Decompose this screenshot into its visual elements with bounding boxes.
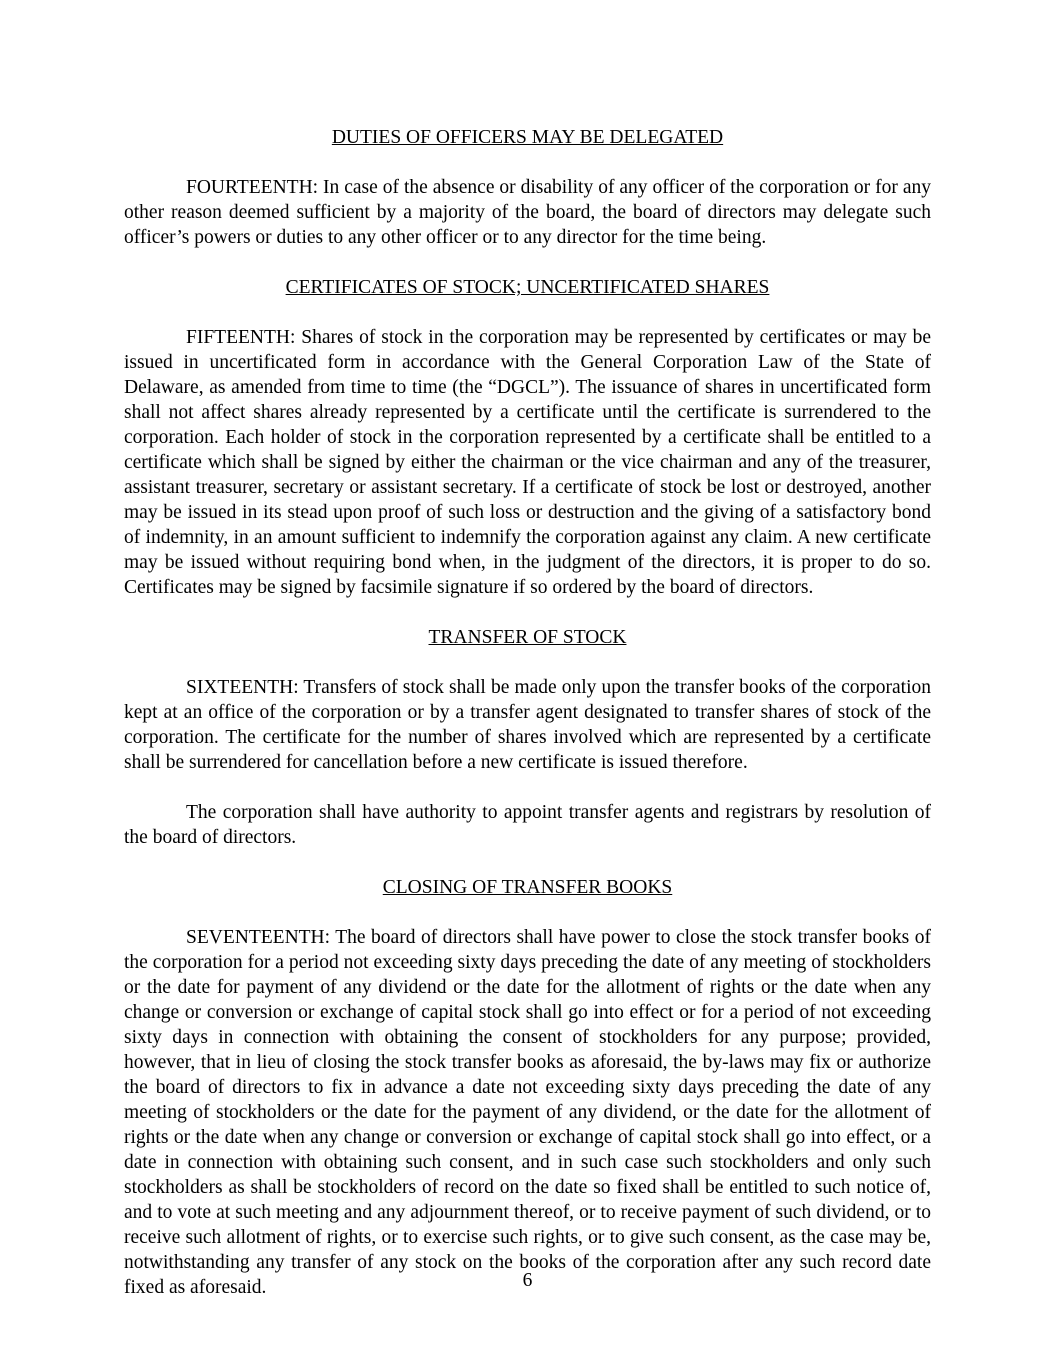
heading-duties-of-officers: DUTIES OF OFFICERS MAY BE DELEGATED <box>331 127 724 148</box>
paragraph-fifteenth: FIFTEENTH: Shares of stock in the corporation may be represented by certificates or may be issued in uncertificated form in accordance with the General Corporation Law of the State of Delaware, as amended from time to time (the “DGCL”). The issuance of shares in uncertificated form shall not affect shares already represented by a certificate until the certificate is surrendered to the corporation. Each holder of stock in the corporation represented by a certificate shall be entitled to a certificate which shall be signed by either the chairman or the vice chairman and any of the treasurer, assistant treasurer, secretary or assistant secretary. If a certificate of stock be lost or destroyed, another may be issued in its stead upon proof of such loss or destruction and the giving of a satisfactory bond of indemnity, in an amount sufficient to indemnify the corporation against any claim. A new certificate may be issued without requiring bond when, in the judgment of the directors, it is proper to do so. Certificates may be signed by facsimile signature if so ordered by the board of directors. <box>124 327 931 598</box>
heading-transfer-of-stock: TRANSFER OF STOCK <box>428 627 627 648</box>
heading-closing-of-transfer-books: CLOSING OF TRANSFER BOOKS <box>382 877 673 898</box>
paragraph-seventeenth: SEVENTEENTH: The board of directors shall have power to close the stock transfer books of the corporation for a period not exceeding sixty days preceding the date of any meeting of stockholders or the date for payment of any dividend or the date for the allotment of rights or the date when any change or conversion or exchange of capital stock shall go into effect or for a period of not exceeding sixty days in connection with obtaining the consent of stockholders for any purpose; provided, however, that in lieu of closing the stock transfer books as aforesaid, the by-laws may fix or authorize the board of directors to fix in advance a date not exceeding sixty days preceding the date of any meeting of stockholders or the date for the payment of any dividend, or the date for the allotment of rights or the date when any change or conversion or exchange of capital stock shall go into effect, or a date in connection with obtaining such consent, and in such case such stockholders and only such stockholders as shall be stockholders of record on the date so fixed shall be entitled to such notice of, and to vote at such meeting and any adjournment thereof, or to receive payment of such dividend, or to receive such allotment of rights, or to exercise such rights, or to give such consent, as the case may be, notwithstanding any transfer of any stock on the books of the corporation after any such record date fixed as aforesaid. <box>124 927 931 1298</box>
page-number: 6 <box>522 1270 533 1291</box>
paragraph-fourteenth: FOURTEENTH: In case of the absence or disability of any officer of the corporation or for any other reason deemed sufficient by a majority of the board, the board of directors may delegate such officer’s powers or duties to any other officer or to any director for the time being. <box>124 177 931 248</box>
paragraph-transfer-agents: The corporation shall have authority to appoint transfer agents and registrars by resolution of the board of directors. <box>124 802 931 848</box>
paragraph-sixteenth: SIXTEENTH: Transfers of stock shall be made only upon the transfer books of the corporation kept at an office of the corporation or by a transfer agent designated to transfer shares of stock of the corporation. The certificate for the number of shares involved which are represented by a certificate shall be surrendered for cancellation before a new certificate is issued therefore. <box>124 677 931 773</box>
heading-certificates-of-stock: CERTIFICATES OF STOCK; UNCERTIFICATED SHARES <box>285 277 770 298</box>
